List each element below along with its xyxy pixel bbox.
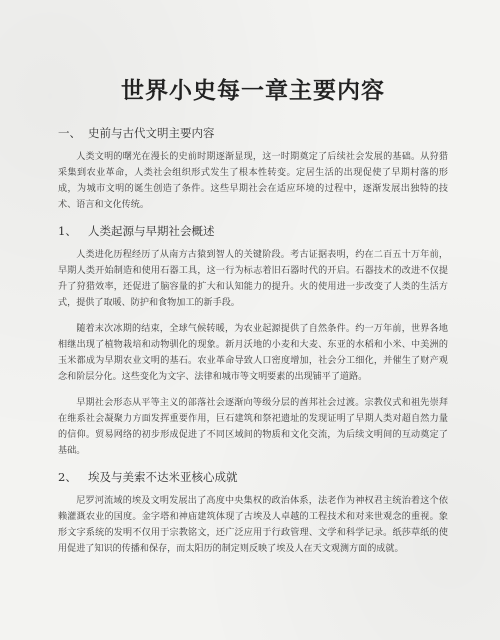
section-number: 2、 <box>58 470 77 484</box>
section-heading-text: 史前与古代文明主要内容 <box>88 126 215 140</box>
section-heading <box>58 125 448 141</box>
paragraph: 人类文明的曙光在漫长的史前时期逐渐显现，这一时期奠定了后续社会发展的基础。从狩猎采集到农业革命，人类社会组织形式发生了根本性转变。定居生活的出现促使了早期村落的形成，为城市文明的诞生创造了条件。这些早期社会在适应环境的过程中，逐渐发展出独特的技术、语言和文化传统。 <box>58 152 448 210</box>
section-number: 一、 <box>58 126 81 140</box>
section-number: 1、 <box>58 224 77 238</box>
section-heading-text: 埃及与美索不达米亚核心成就 <box>88 470 238 484</box>
paragraph: 早期社会形态从平等主义的部落社会逐渐向等级分层的酋邦社会过渡。宗教仪式和祖先崇拜在维系社会凝聚力方面发挥重要作用，巨石建筑和祭祀遗址的发现证明了早期人类对超自然力量的信仰。贸易网络的初步形成促进了不同区域间的物质和文化交流，为后续文明间的互动奠定了基础。 <box>58 398 448 456</box>
section-heading-text: 人类起源与早期社会概述 <box>88 224 215 238</box>
paragraph: 随着末次冰期的结束，全球气候转暖，为农业起源提供了自然条件。约一万年前，世界各地相继出现了植物栽培和动物驯化的现象。新月沃地的小麦和大麦、东亚的水稻和小米、中美洲的玉米都成为早期农业文明的基石。农业革命导致人口密度增加，社会分工细化，并催生了财产观念和阶层分化。这些变化为文字、法律和城市等文明要素的出现铺平了道路。 <box>58 324 448 382</box>
section-heading <box>58 223 448 239</box>
section-heading <box>58 469 448 485</box>
paragraph: 人类进化历程经历了从南方古猿到智人的关键阶段。考古证据表明，约在二百五十万年前，早期人类开始制造和使用石器工具，这一行为标志着旧石器时代的开启。石器技术的改进不仅提升了狩猎效率，还促进了脑容量的扩大和认知能力的提升。火的使用进一步改变了人类的生活方式，提供了取暖、防护和食物加工的新手段。 <box>58 250 448 308</box>
paragraph: 尼罗河流域的埃及文明发展出了高度中央集权的政治体系，法老作为神权君主统治着这个依赖灌溉农业的国度。金字塔和神庙建筑体现了古埃及人卓越的工程技术和对来世观念的重视。象形文字系统的发明不仅用于宗教铭文，还广泛应用于行政管理、文学和科学记录。纸莎草纸的使用促进了知识的传播和保存，而太阳历的制定则反映了埃及人在天文观测方面的成就。 <box>58 496 448 554</box>
document-title: 世界小史每一章主要内容 <box>121 77 385 104</box>
